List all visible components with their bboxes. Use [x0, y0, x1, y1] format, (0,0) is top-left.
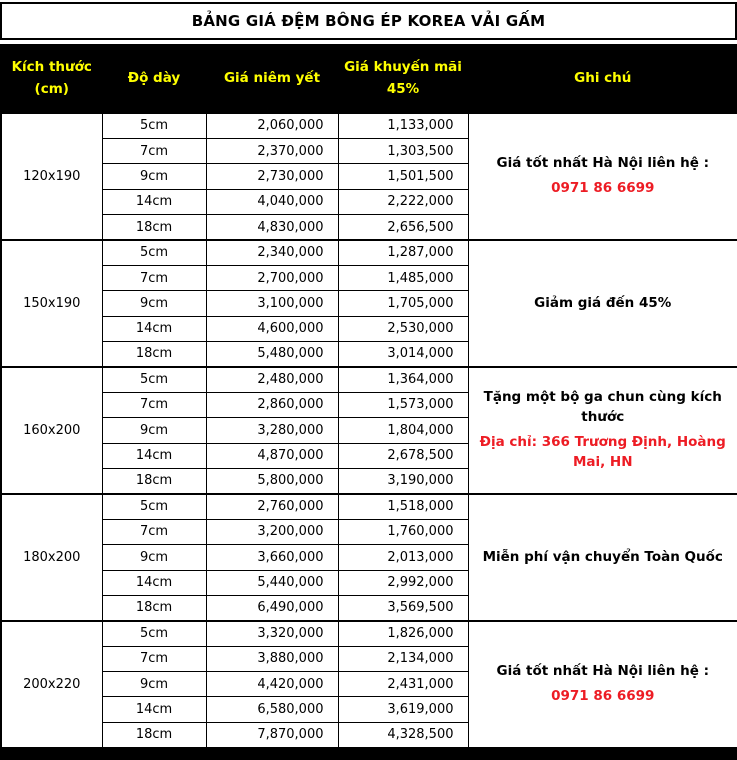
- header-note: Ghi chú: [468, 45, 737, 113]
- header-sale-price: [338, 45, 468, 113]
- list-price-cell: 5,800,000: [206, 468, 338, 493]
- sale-price-cell: 1,760,000: [338, 519, 468, 544]
- sale-price-cell: 1,518,000: [338, 494, 468, 519]
- sale-price-cell: 2,431,000: [338, 672, 468, 697]
- sale-price-cell: 2,013,000: [338, 545, 468, 570]
- note-text: Tặng một bộ ga chun cùng kích thước: [483, 389, 722, 425]
- list-price-cell: 2,860,000: [206, 392, 338, 417]
- list-price-cell: 3,880,000: [206, 646, 338, 671]
- sale-price-cell: 1,133,000: [338, 113, 468, 138]
- size-cell: 120x190: [1, 113, 102, 240]
- sale-price-cell: 1,364,000: [338, 367, 468, 392]
- thickness-cell: 9cm: [102, 672, 206, 697]
- sale-price-cell: 1,826,000: [338, 621, 468, 646]
- thickness-cell: 9cm: [102, 164, 206, 189]
- thickness-cell: 5cm: [102, 367, 206, 392]
- note-cell: [468, 367, 737, 494]
- sale-price-cell: 1,303,500: [338, 138, 468, 163]
- list-price-cell: 2,480,000: [206, 367, 338, 392]
- list-price-cell: 3,100,000: [206, 291, 338, 316]
- header-sale-price-line2: 45%: [386, 81, 420, 97]
- sale-price-cell: 3,190,000: [338, 468, 468, 493]
- thickness-cell: 9cm: [102, 418, 206, 443]
- sale-price-cell: 3,569,500: [338, 595, 468, 620]
- sale-price-cell: 2,134,000: [338, 646, 468, 671]
- list-price-cell: 4,830,000: [206, 215, 338, 240]
- list-price-cell: 2,700,000: [206, 265, 338, 290]
- thickness-cell: 14cm: [102, 697, 206, 722]
- thickness-cell: 14cm: [102, 570, 206, 595]
- size-cell: 160x200: [1, 367, 102, 494]
- header-size-line2: (cm): [34, 81, 69, 97]
- list-price-cell: 6,490,000: [206, 595, 338, 620]
- sale-price-cell: 3,014,000: [338, 342, 468, 367]
- note-cell: [468, 494, 737, 621]
- sale-price-cell: 1,573,000: [338, 392, 468, 417]
- sale-price-cell: 2,678,500: [338, 443, 468, 468]
- thickness-cell: 7cm: [102, 265, 206, 290]
- list-price-cell: 3,200,000: [206, 519, 338, 544]
- thickness-cell: 7cm: [102, 519, 206, 544]
- list-price-cell: 3,280,000: [206, 418, 338, 443]
- sale-price-cell: 2,992,000: [338, 570, 468, 595]
- header-size: [1, 45, 102, 113]
- thickness-cell: 7cm: [102, 646, 206, 671]
- sale-price-cell: 1,804,000: [338, 418, 468, 443]
- list-price-cell: 2,060,000: [206, 113, 338, 138]
- sale-price-cell: 4,328,500: [338, 722, 468, 747]
- sale-price-cell: 2,656,500: [338, 215, 468, 240]
- sale-price-cell: 1,485,000: [338, 265, 468, 290]
- size-cell: 150x190: [1, 240, 102, 367]
- thickness-cell: 7cm: [102, 392, 206, 417]
- thickness-cell: 7cm: [102, 138, 206, 163]
- note-cell: [468, 240, 737, 367]
- table-row: [1, 113, 737, 138]
- list-price-cell: 7,870,000: [206, 722, 338, 747]
- table-header: [1, 45, 737, 113]
- sale-price-cell: 1,501,500: [338, 164, 468, 189]
- header-list-price: Giá niêm yết: [206, 45, 338, 113]
- note-text: Giá tốt nhất Hà Nội liên hệ :: [496, 154, 709, 171]
- sale-price-cell: 1,705,000: [338, 291, 468, 316]
- thickness-cell: 18cm: [102, 215, 206, 240]
- header-size-line1: Kích thước: [11, 59, 92, 76]
- sale-price-cell: 1,287,000: [338, 240, 468, 265]
- list-price-cell: 5,440,000: [206, 570, 338, 595]
- list-price-cell: 2,760,000: [206, 494, 338, 519]
- note-highlight-text: 0971 86 6699: [551, 180, 655, 197]
- thickness-cell: 5cm: [102, 240, 206, 265]
- header-sale-price-line1: Giá khuyến mãi: [344, 59, 462, 76]
- note-highlight-text: 0971 86 6699: [551, 688, 655, 705]
- table-row: [1, 240, 737, 265]
- note-cell: [468, 113, 737, 240]
- list-price-cell: 5,480,000: [206, 342, 338, 367]
- header-thickness: Độ dày: [102, 45, 206, 113]
- table-row: [1, 621, 737, 646]
- list-price-cell: 6,580,000: [206, 697, 338, 722]
- sale-price-cell: 3,619,000: [338, 697, 468, 722]
- thickness-cell: 5cm: [102, 494, 206, 519]
- thickness-cell: 9cm: [102, 291, 206, 316]
- sale-price-cell: 2,222,000: [338, 189, 468, 214]
- table-row: [1, 367, 737, 392]
- bottom-bar: [0, 749, 737, 760]
- list-price-cell: 3,320,000: [206, 621, 338, 646]
- table-row: [1, 494, 737, 519]
- price-sheet: [0, 2, 737, 760]
- thickness-cell: 5cm: [102, 113, 206, 138]
- note-text: Giá tốt nhất Hà Nội liên hệ :: [496, 662, 709, 679]
- note-text: Giảm giá đến 45%: [534, 294, 672, 311]
- thickness-cell: 9cm: [102, 545, 206, 570]
- thickness-cell: 18cm: [102, 722, 206, 747]
- list-price-cell: 3,660,000: [206, 545, 338, 570]
- price-table-body: [1, 113, 737, 748]
- size-cell: 180x200: [1, 494, 102, 621]
- thickness-cell: 14cm: [102, 316, 206, 341]
- thickness-cell: 14cm: [102, 443, 206, 468]
- header-row: [1, 45, 737, 113]
- list-price-cell: 2,340,000: [206, 240, 338, 265]
- thickness-cell: 5cm: [102, 621, 206, 646]
- list-price-cell: 4,870,000: [206, 443, 338, 468]
- sale-price-cell: 2,530,000: [338, 316, 468, 341]
- note-highlight-text: Địa chỉ: 366 Trương Định, Hoàng Mai, HN: [479, 434, 726, 470]
- thickness-cell: 18cm: [102, 342, 206, 367]
- list-price-cell: 4,600,000: [206, 316, 338, 341]
- list-price-cell: 4,040,000: [206, 189, 338, 214]
- list-price-cell: 2,730,000: [206, 164, 338, 189]
- list-price-cell: 4,420,000: [206, 672, 338, 697]
- note-text: Miễn phí vận chuyển Toàn Quốc: [482, 548, 723, 565]
- thickness-cell: 18cm: [102, 468, 206, 493]
- size-cell: 200x220: [1, 621, 102, 748]
- thickness-cell: 14cm: [102, 189, 206, 214]
- thickness-cell: 18cm: [102, 595, 206, 620]
- list-price-cell: 2,370,000: [206, 138, 338, 163]
- price-table: [0, 44, 737, 749]
- page-title: BẢNG GIÁ ĐỆM BÔNG ÉP KOREA VẢI GẤM: [0, 2, 737, 40]
- note-cell: [468, 621, 737, 748]
